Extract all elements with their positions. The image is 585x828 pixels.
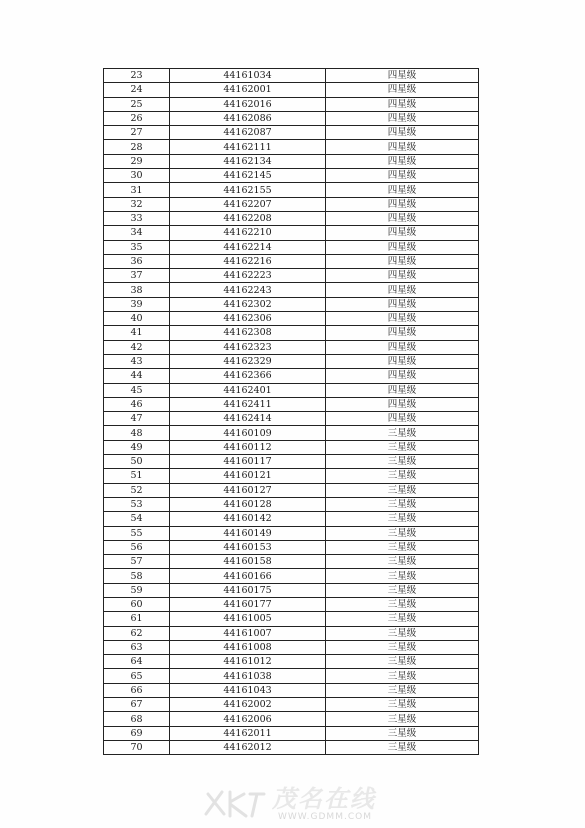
level-cell: 四星级 [326,169,479,183]
row-number-cell: 49 [104,440,170,454]
level-cell: 三星级 [326,740,479,754]
row-number-cell: 67 [104,698,170,712]
code-cell: 44161012 [170,655,326,669]
row-number-cell: 53 [104,497,170,511]
row-number-cell: 42 [104,340,170,354]
code-cell: 44160166 [170,569,326,583]
row-number-cell: 24 [104,83,170,97]
level-cell: 四星级 [326,412,479,426]
table-row [104,683,479,697]
level-cell: 四星级 [326,111,479,125]
code-cell: 44160117 [170,455,326,469]
code-cell: 44162087 [170,126,326,140]
table-row [104,740,479,754]
table-row [104,383,479,397]
row-number-cell: 51 [104,469,170,483]
level-cell: 四星级 [326,297,479,311]
level-cell: 四星级 [326,154,479,168]
row-number-cell: 30 [104,169,170,183]
table-row [104,326,479,340]
level-cell: 四星级 [326,326,479,340]
table-row [104,583,479,597]
code-cell: 44160127 [170,483,326,497]
level-cell: 三星级 [326,497,479,511]
row-number-cell: 29 [104,154,170,168]
level-cell: 四星级 [326,197,479,211]
code-cell: 44162308 [170,326,326,340]
level-cell: 四星级 [326,240,479,254]
code-cell: 44160153 [170,540,326,554]
level-cell: 三星级 [326,526,479,540]
row-number-cell: 39 [104,297,170,311]
code-cell: 44162001 [170,83,326,97]
level-cell: 三星级 [326,540,479,554]
row-number-cell: 57 [104,555,170,569]
code-cell: 44160142 [170,512,326,526]
level-cell: 三星级 [326,612,479,626]
site-logo-icon [200,786,270,820]
row-number-cell: 62 [104,626,170,640]
level-cell: 三星级 [326,555,479,569]
row-number-cell: 36 [104,254,170,268]
table-row [104,154,479,168]
code-cell: 44160158 [170,555,326,569]
level-cell: 三星级 [326,698,479,712]
code-cell: 44162011 [170,726,326,740]
table-row [104,111,479,125]
level-cell: 四星级 [326,312,479,326]
level-cell: 三星级 [326,669,479,683]
row-number-cell: 26 [104,111,170,125]
level-cell: 四星级 [326,126,479,140]
row-number-cell: 70 [104,740,170,754]
row-number-cell: 59 [104,583,170,597]
row-number-cell: 52 [104,483,170,497]
level-cell: 三星级 [326,455,479,469]
code-cell: 44161043 [170,683,326,697]
row-number-cell: 27 [104,126,170,140]
level-cell: 三星级 [326,440,479,454]
row-number-cell: 60 [104,597,170,611]
level-cell: 四星级 [326,283,479,297]
row-number-cell: 45 [104,383,170,397]
row-number-cell: 54 [104,512,170,526]
level-cell: 三星级 [326,640,479,654]
row-number-cell: 23 [104,69,170,83]
table-row [104,297,479,311]
table-row [104,483,479,497]
code-cell: 44160149 [170,526,326,540]
code-cell: 44162401 [170,383,326,397]
watermark-url: WWW.GDMM.COM [278,812,372,822]
table-row [104,269,479,283]
code-cell: 44160175 [170,583,326,597]
table-row [104,69,479,83]
table-row [104,254,479,268]
level-cell: 三星级 [326,583,479,597]
row-number-cell: 35 [104,240,170,254]
code-cell: 44162216 [170,254,326,268]
table-row [104,698,479,712]
code-cell: 44162306 [170,312,326,326]
level-cell: 四星级 [326,397,479,411]
row-number-cell: 66 [104,683,170,697]
code-cell: 44162366 [170,369,326,383]
table-row [104,83,479,97]
level-cell: 四星级 [326,383,479,397]
table-row [104,626,479,640]
code-cell: 44162323 [170,340,326,354]
code-cell: 44162302 [170,297,326,311]
table-row [104,540,479,554]
table-row [104,369,479,383]
level-cell: 三星级 [326,512,479,526]
code-cell: 44161038 [170,669,326,683]
table-row [104,169,479,183]
level-cell: 三星级 [326,683,479,697]
code-cell: 44162006 [170,712,326,726]
row-number-cell: 69 [104,726,170,740]
table-row [104,354,479,368]
level-cell: 三星级 [326,569,479,583]
row-number-cell: 65 [104,669,170,683]
code-cell: 44160128 [170,497,326,511]
table-row [104,197,479,211]
code-cell: 44161007 [170,626,326,640]
code-cell: 44160177 [170,597,326,611]
code-cell: 44162223 [170,269,326,283]
level-cell: 四星级 [326,269,479,283]
table-row [104,512,479,526]
code-cell: 44160121 [170,469,326,483]
code-cell: 44160109 [170,426,326,440]
table-row [104,555,479,569]
code-cell: 44162214 [170,240,326,254]
level-cell: 四星级 [326,354,479,368]
code-cell: 44162414 [170,412,326,426]
code-cell: 44162002 [170,698,326,712]
code-cell: 44160112 [170,440,326,454]
code-cell: 44161034 [170,69,326,83]
table-row [104,440,479,454]
table-row [104,283,479,297]
code-cell: 44162155 [170,183,326,197]
table-row [104,640,479,654]
row-number-cell: 37 [104,269,170,283]
table-row [104,240,479,254]
row-number-cell: 58 [104,569,170,583]
table-row [104,426,479,440]
row-number-cell: 43 [104,354,170,368]
row-number-cell: 61 [104,612,170,626]
table-row [104,397,479,411]
table-row [104,469,479,483]
table-row [104,312,479,326]
code-cell: 44161008 [170,640,326,654]
code-cell: 44162016 [170,97,326,111]
level-cell: 三星级 [326,655,479,669]
code-cell: 44162210 [170,226,326,240]
level-cell: 四星级 [326,83,479,97]
watermark-title: 茂名在线 [272,785,376,813]
table-row [104,455,479,469]
level-cell: 三星级 [326,426,479,440]
row-number-cell: 38 [104,283,170,297]
table-row [104,140,479,154]
table-row [104,669,479,683]
level-cell: 四星级 [326,211,479,225]
table-row [104,340,479,354]
table-row [104,97,479,111]
code-cell: 44162134 [170,154,326,168]
level-cell: 四星级 [326,140,479,154]
code-cell: 44162411 [170,397,326,411]
level-cell: 三星级 [326,726,479,740]
row-number-cell: 41 [104,326,170,340]
level-cell: 四星级 [326,69,479,83]
row-number-cell: 64 [104,655,170,669]
row-number-cell: 68 [104,712,170,726]
table-row [104,226,479,240]
table-row [104,211,479,225]
watermark [200,786,400,826]
level-cell: 三星级 [326,626,479,640]
row-number-cell: 56 [104,540,170,554]
table-row [104,726,479,740]
level-cell: 四星级 [326,97,479,111]
level-cell: 三星级 [326,597,479,611]
level-cell: 三星级 [326,483,479,497]
code-cell: 44162207 [170,197,326,211]
row-number-cell: 33 [104,211,170,225]
code-cell: 44162012 [170,740,326,754]
code-cell: 44162208 [170,211,326,225]
row-number-cell: 55 [104,526,170,540]
table-row [104,526,479,540]
row-number-cell: 34 [104,226,170,240]
level-cell: 四星级 [326,369,479,383]
row-number-cell: 48 [104,426,170,440]
table-row [104,126,479,140]
code-cell: 44161005 [170,612,326,626]
row-number-cell: 40 [104,312,170,326]
table-row [104,569,479,583]
row-number-cell: 28 [104,140,170,154]
table-row [104,712,479,726]
row-number-cell: 32 [104,197,170,211]
row-number-cell: 47 [104,412,170,426]
code-cell: 44162086 [170,111,326,125]
table-row [104,412,479,426]
code-cell: 44162145 [170,169,326,183]
table-row [104,655,479,669]
level-cell: 四星级 [326,226,479,240]
code-cell: 44162243 [170,283,326,297]
row-number-cell: 31 [104,183,170,197]
level-cell: 三星级 [326,469,479,483]
row-number-cell: 25 [104,97,170,111]
table-row [104,597,479,611]
code-cell: 44162111 [170,140,326,154]
table-row [104,497,479,511]
row-number-cell: 44 [104,369,170,383]
code-cell: 44162329 [170,354,326,368]
level-cell: 四星级 [326,183,479,197]
row-number-cell: 46 [104,397,170,411]
row-number-cell: 63 [104,640,170,654]
table-row [104,612,479,626]
table-body [104,69,479,755]
row-number-cell: 50 [104,455,170,469]
data-table [103,68,479,755]
level-cell: 四星级 [326,340,479,354]
table-row [104,183,479,197]
level-cell: 三星级 [326,712,479,726]
level-cell: 四星级 [326,254,479,268]
